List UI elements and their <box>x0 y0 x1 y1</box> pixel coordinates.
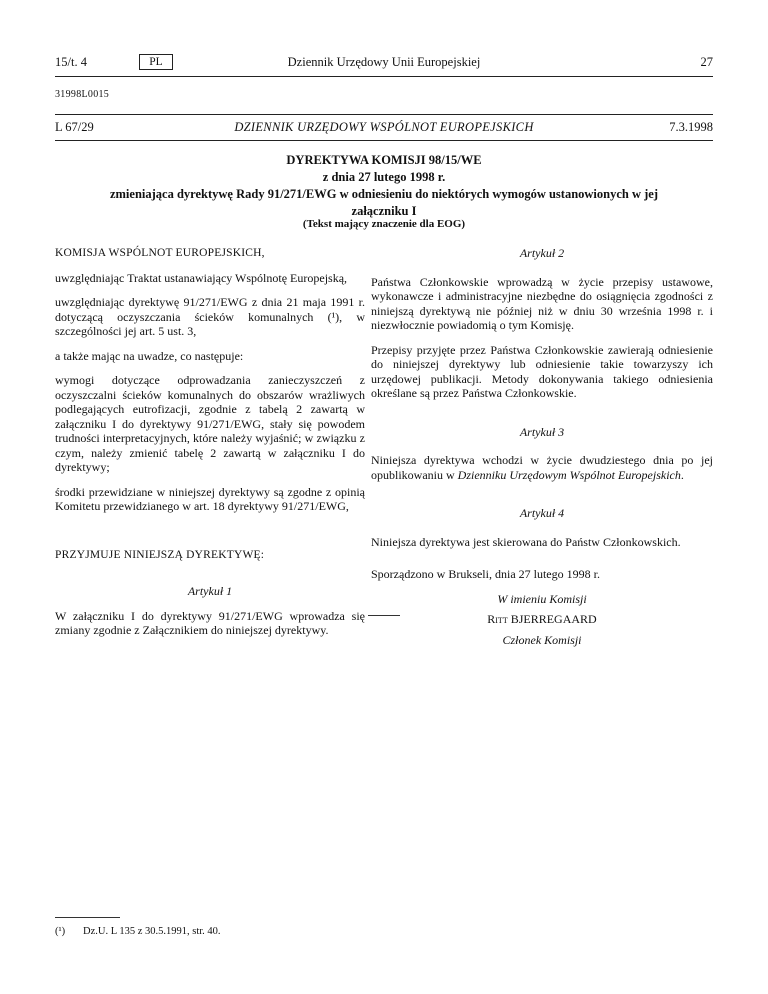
journal-title: Dziennik Urzędowy Unii Europejskiej <box>287 55 481 69</box>
signatory-name: Ritt BJERREGAARD <box>487 612 597 626</box>
article-2-heading: Artykuł 2 <box>519 246 565 260</box>
title-subject: zmieniająca dyrektywę Rady 91/271/EWG w odniesieniu do niektórych wymogów ustanowionych w jej <box>109 187 659 201</box>
journal-header-top-rule <box>55 114 713 115</box>
header-rule <box>55 76 713 77</box>
footnote-mark: (¹) <box>55 926 66 937</box>
running-header <box>55 55 713 73</box>
volume-reference: 15/t. 4 <box>55 55 87 69</box>
end-separator <box>368 615 400 616</box>
article-4-text: Niniejsza dyrektywa jest skierowana do Państw Członkowskich. <box>371 534 681 549</box>
official-journal-name: DZIENNIK URZĘDOWY WSPÓLNOT EUROPEJSKICH <box>234 120 534 134</box>
article-2-paragraph-1: Państwa Członkowskie wprowadzą w życie przepisy ustawowe, wykonawcze i administracyjne niezbędne do osiągnięcia zgodności z niniejszą dyrektywą nie później niż w dniu 30 września 1998 r. i niezwłocznie powiadomią o tym Komisję. <box>371 274 713 332</box>
left-column <box>55 246 365 648</box>
journal-header-bottom-rule <box>55 140 713 141</box>
signatory-role: Członek Komisji <box>502 632 582 647</box>
celex-number: 31998L0015 <box>55 89 110 100</box>
eea-relevance-note: (Tekst mający znaczenie dla EOG) <box>302 218 466 230</box>
document-title <box>70 152 698 220</box>
title-subject-end: załączniku I <box>351 204 417 218</box>
footnote-text: Dz.U. L 135 z 30.5.1991, str. 40. <box>83 926 221 937</box>
page-number: 27 <box>700 55 713 69</box>
citation-treaty: uwzględniając Traktat ustanawiający Wspólnotę Europejską, <box>55 270 348 285</box>
article-3-text-c: . <box>680 467 684 482</box>
article-3-text-a: Niniejsza dyrektywa wchodzi w życie dwudziestego dnia po jej opublikowaniu w <box>371 453 713 482</box>
journal-header <box>55 120 713 136</box>
official-journal-reference: L 67/29 <box>55 120 94 134</box>
recitals-intro: a także mając na uwadze, co następuje: <box>55 348 244 363</box>
article-1-heading: Artykuł 1 <box>187 584 233 598</box>
language-code-box: PL <box>139 54 173 70</box>
signature-on-behalf: W imieniu Komisji <box>497 591 587 606</box>
article-3-journal-name: Dzienniku Urzędowym Wspólnot Europejskich <box>457 467 681 482</box>
article-3-heading: Artykuł 3 <box>519 424 565 439</box>
title-line: DYREKTYWA KOMISJI 98/15/WE <box>286 153 482 167</box>
citation-directive: uwzględniając dyrektywę 91/271/EWG z dnia 21 maja 1991 r. dotyczącą oczyszczania ścieków komunalnych (¹), w szczególności jej art. 5 ust. 3, <box>55 295 365 338</box>
article-1-text: W załączniku I do dyrektywy 91/271/EWG wprowadza się zmiany zgodnie z Załącznikiem do niniejszej dyrektywy. <box>55 608 365 637</box>
article-4-heading: Artykuł 4 <box>519 506 565 520</box>
article-2-paragraph-2: Przepisy przyjęte przez Państwa Członkowskie zawierają odniesienie do niniejszej dyrektywy lub odniesienie takie towarzyszy ich urzędowej publikacji. Metody dokonywania takiego odniesienia określane są przez Państwa Członkowskie. <box>371 342 713 400</box>
enacting-formula: PRZYJMUJE NINIEJSZĄ DYREKTYWĘ: <box>55 548 265 561</box>
publication-date: 7.3.1998 <box>669 120 713 134</box>
recital-1: wymogi dotyczące odprowadzania zanieczyszczeń z oczyszczalni ścieków komunalnych do obszarów wrażliwych podlegających eutrofizacji, zgodnie z tabelą 2 zawartą w załączniku I do dyrektywy 91/271/EWG, stały się powodem trudności interpretacyjnych, które należy wyjaśnić; w związku z czym, należy zmienić tabelę 2 zawartą w załączniku I do dyrektywy; <box>55 373 365 474</box>
done-at: Sporządzono w Brukseli, dnia 27 lutego 1998 r. <box>371 567 600 581</box>
article-3-text <box>371 453 713 482</box>
recital-2: środki przewidziane w niniejszej dyrektywy są zgodne z opinią Komitetu przewidzianego w art. 18 dyrektywy 91/271/EWG, <box>55 484 365 513</box>
footnote-rule <box>55 917 120 918</box>
footnote <box>55 926 221 937</box>
right-column <box>371 246 713 657</box>
title-date: z dnia 27 lutego 1998 r. <box>322 170 446 184</box>
issuer: KOMISJA WSPÓLNOT EUROPEJSKICH, <box>55 247 265 259</box>
